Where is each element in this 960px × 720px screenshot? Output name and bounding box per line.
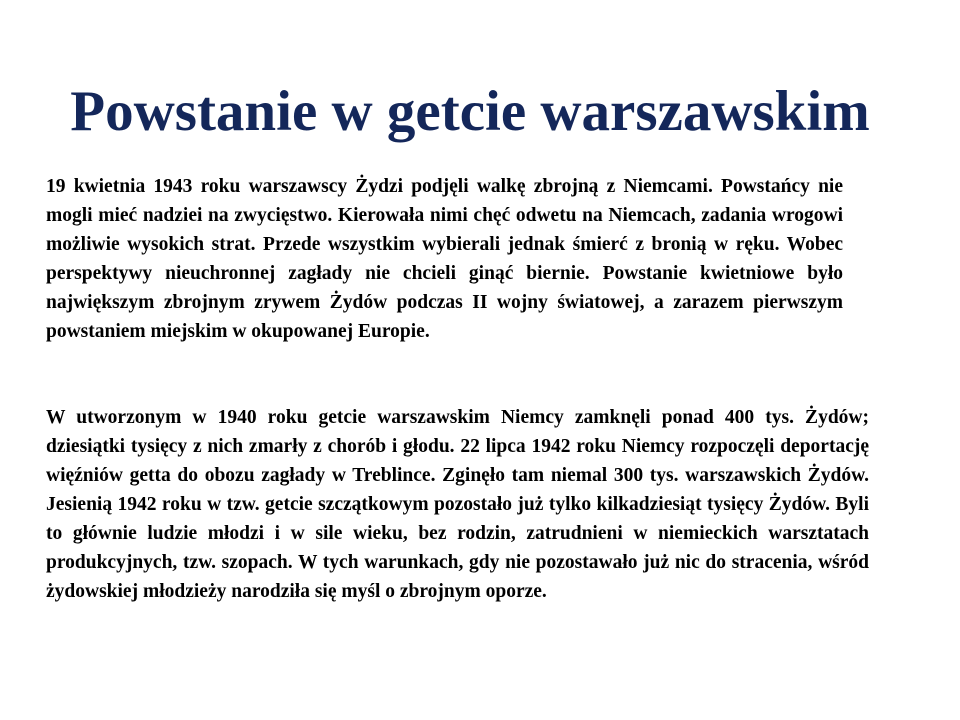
paragraph-ghetto-history: W utworzonym w 1940 roku getcie warszawskim Niemcy zamknęli ponad 400 tys. Żydów; dziesiątki tysięcy z nich zmarły z chorób i głodu. 22 lipca 1942 roku Niemcy rozpoczęli deportację więźniów getta do obozu zagłady w Treblince. Zginęło tam niemal 300 tys. warszawskich Żydów. Jesienią 1942 roku w tzw. getcie szczątkowym pozostało już tylko kilkadziesiąt tysięcy Żydów. Byli to głównie ludzie młodzi i w sile wieku, bez rodzin, zatrudnieni w niemieckich warsztatach produkcyjnych, tzw. szopach. W tych warunkach, gdy nie pozostawało już nic do stracenia, wśród żydowskiej młodzieży narodziła się myśl o zbrojnym oporze. [46, 407, 869, 602]
paragraph-uprising-start: 19 kwietnia 1943 roku warszawscy Żydzi podjęli walkę zbrojną z Niemcami. Powstańcy nie mogli mieć nadziei na zwycięstwo. Kierowała nimi chęć odwetu na Niemcach, zadania wrogowi możliwie wysokich strat. Przede wszystkim wybierali jednak śmierć z bronią w ręku. Wobec perspektywy nieuchronnej zagłady nie chcieli ginąć biernie. Powstanie kwietniowe było największym zbrojnym zrywem Żydów podczas II wojny światowej, a zarazem pierwszym powstaniem miejskim w okupowanej Europie. [46, 176, 843, 342]
slide-title: Powstanie w getcie warszawskim [70, 80, 870, 143]
